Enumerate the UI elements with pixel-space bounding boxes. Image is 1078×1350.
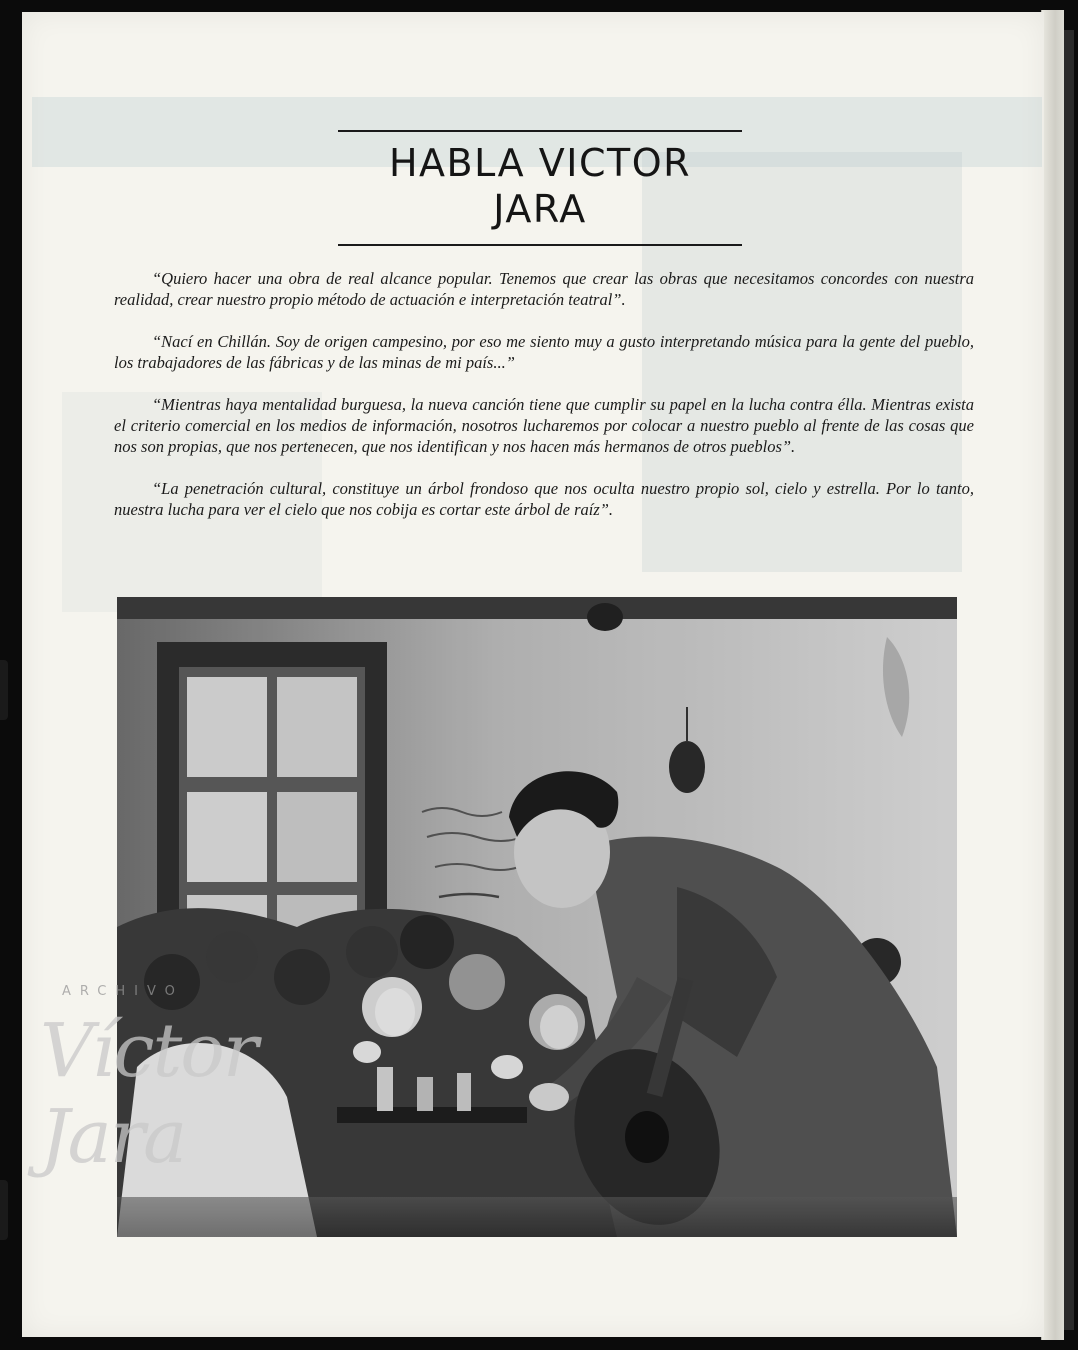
title-rule-bottom [338,244,742,246]
title-block [338,130,742,246]
back-cover-edge [1064,30,1074,1330]
binding-mark [0,660,8,720]
quote-paragraph: “Mientras haya mentalidad burguesa, la nueva canción tiene que cumplir su papel en la lucha contra élla. Mientras exista el criterio comercial en los medios de información, nosotros lucharemos por colocar a nuestro pueblo al frente de las cosas que nos son propias, que nos pertenecen, que nos identifican y nos hacen más hermanos de otros pueblos”. [114,395,974,456]
binding-mark [0,1180,8,1240]
page-edge-stack [1041,10,1064,1340]
performance-photo [117,597,957,1237]
quote-text-block [114,268,974,541]
page-title: HABLA VICTOR JARA [388,141,692,231]
quote-paragraph: “Quiero hacer una obra de real alcance popular. Tenemos que crear las obras que necesitamos concordes con nuestra realidad, crear nuestro propio método de actuación e interpretación teatral”. [114,269,974,309]
document-page [22,12,1044,1337]
title-rule-top [338,130,742,132]
watermark-small-label: ARCHIVO [62,984,184,999]
quote-paragraph: “La penetración cultural, constituye un árbol frondoso que nos oculta nuestro propio sol, cielo y estrella. Por lo tanto, nuestra lucha para ver el cielo que nos cobija es cortar este árbol de raíz”. [114,479,974,519]
quote-paragraph: “Nací en Chillán. Soy de origen campesino, por eso me siento muy a gusto interpretando música para la gente del pueblo, los trabajadores de las fábricas y de las minas de mi país...” [114,332,974,372]
watermark-signature: Víctor Jara [40,1008,257,1180]
photo-illustration [117,597,957,1237]
